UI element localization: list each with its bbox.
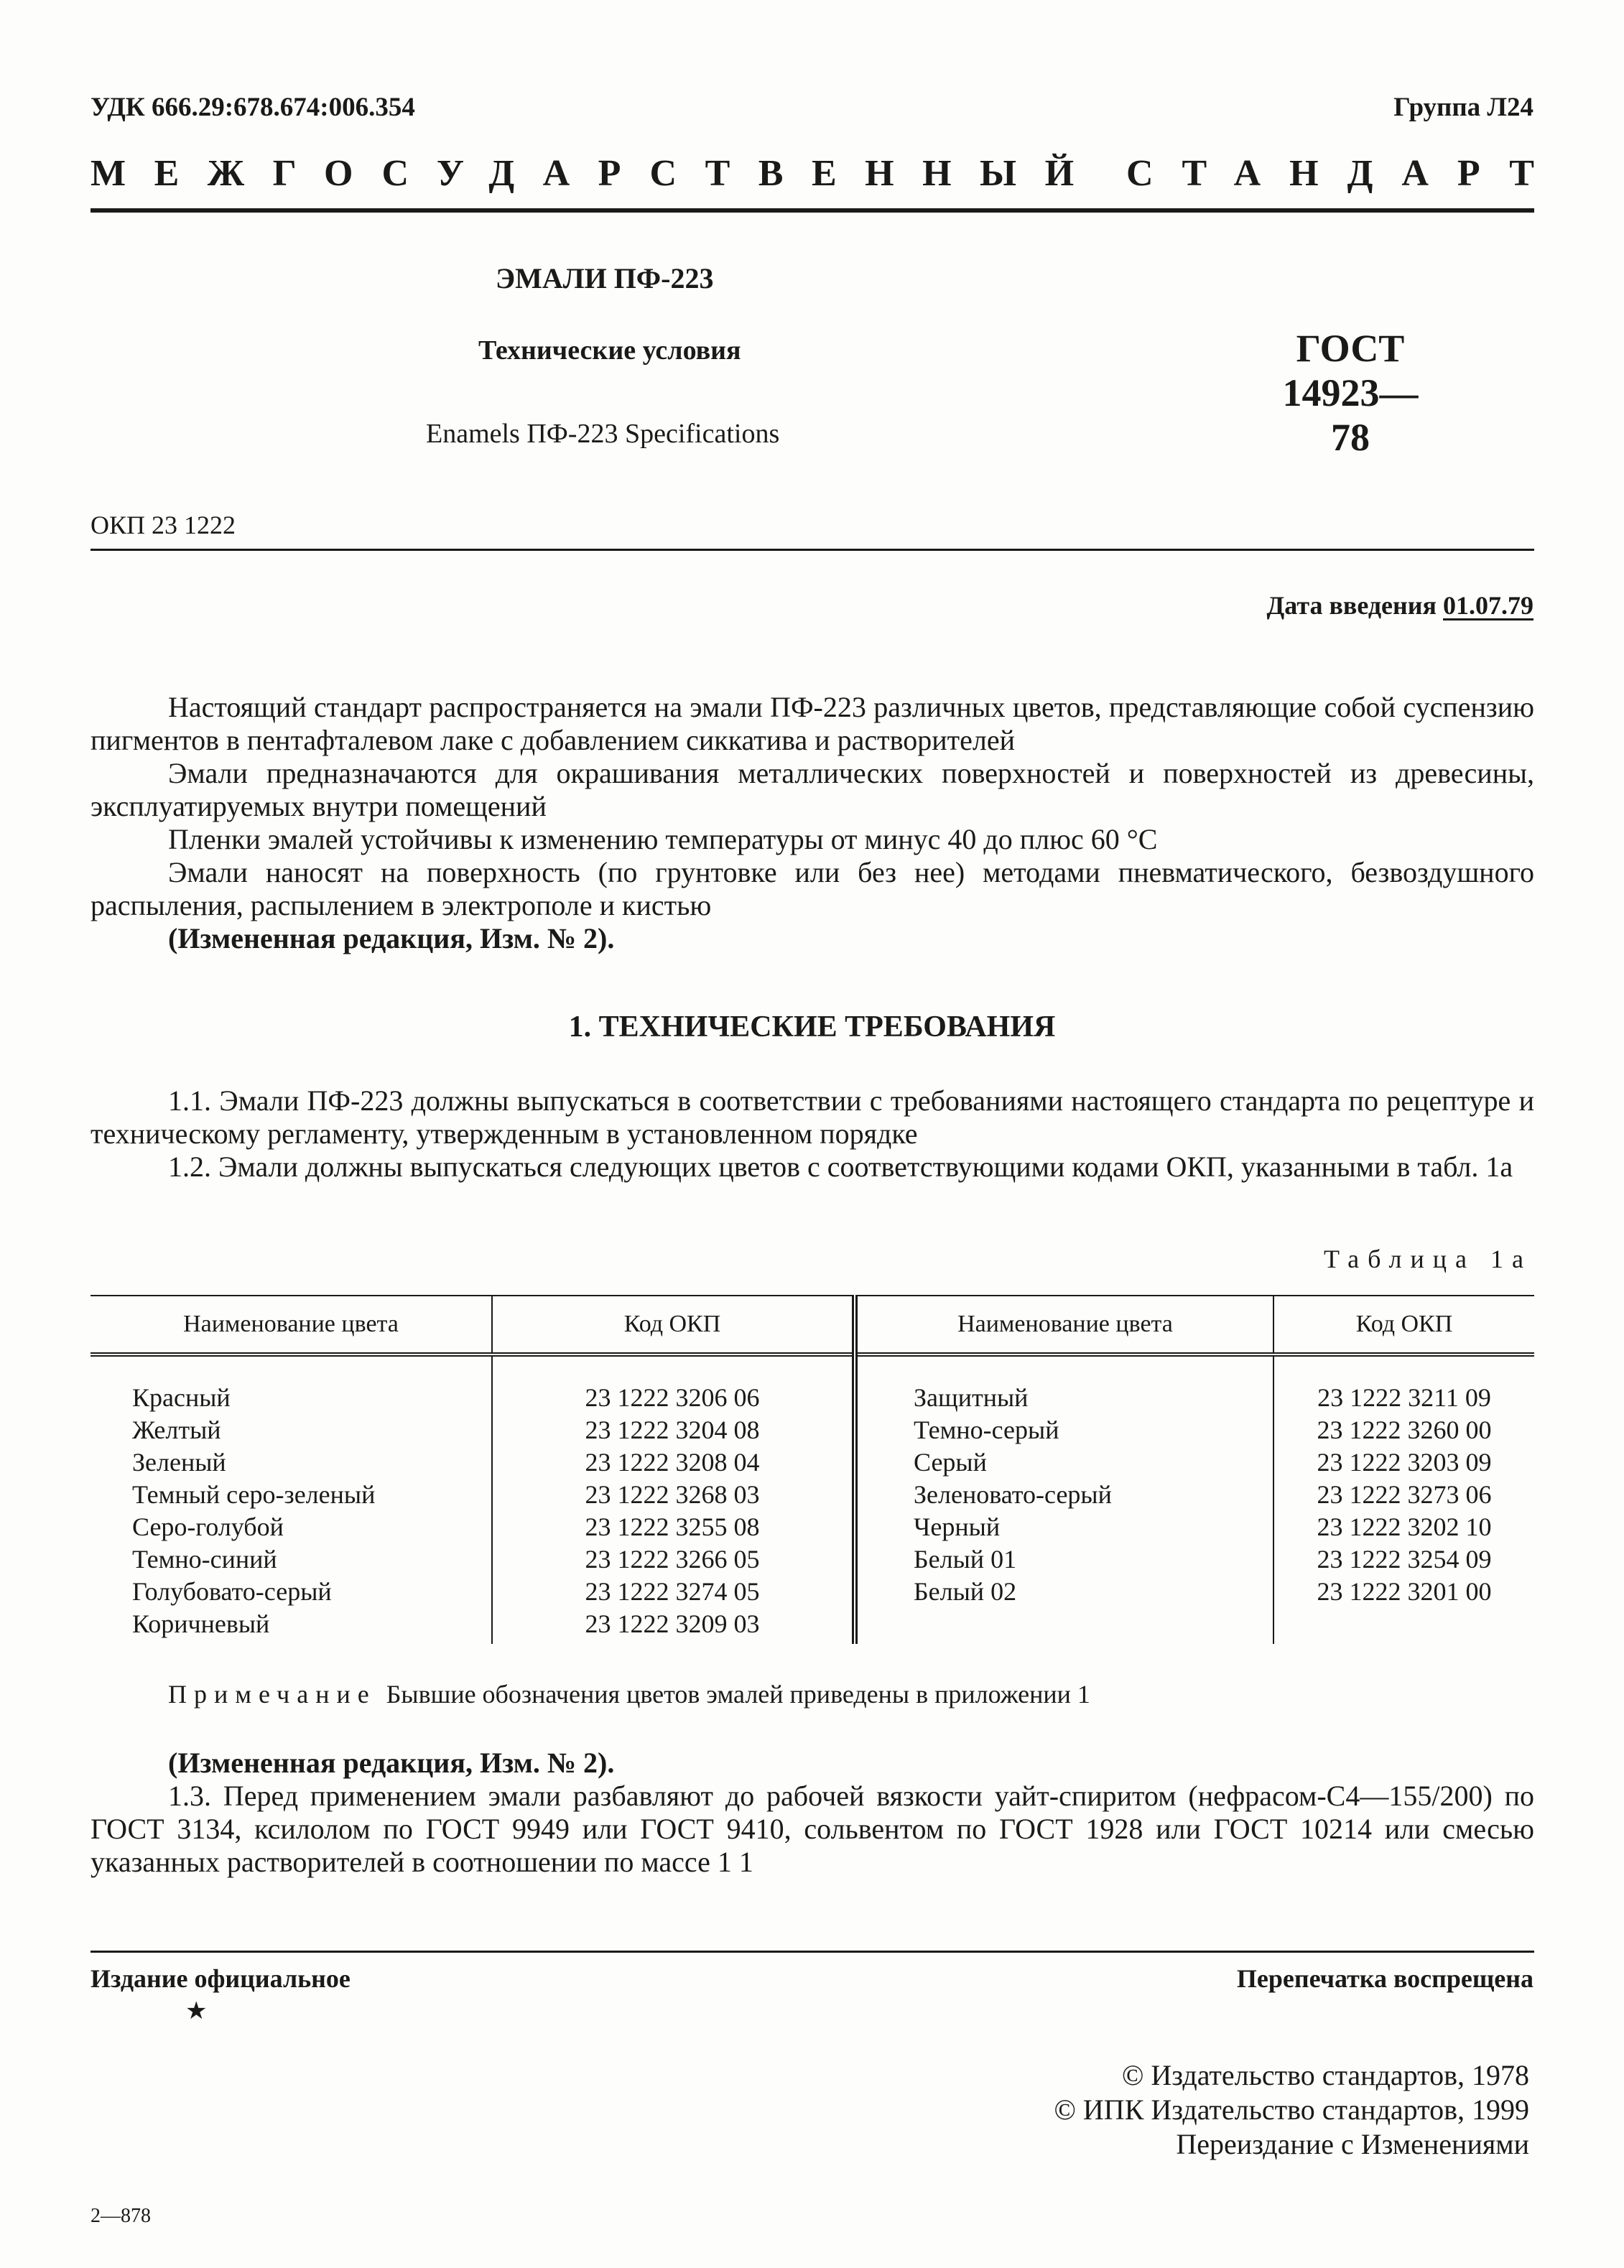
okp-code-cell: 23 1222 3266 05 [492, 1544, 855, 1576]
okp-code-cell: 23 1222 3211 09 [1317, 1383, 1491, 1412]
clause-1-3: 1.3. Перед применением эмали разбавляют до рабочей вязкости уайт-спиритом (нефрасом-С4—155/200) по ГОСТ 3134, ксилолом по ГОСТ 9949 или ГОСТ 9410, сольвентом по ГОСТ 1928 или ГОСТ 10214 или смесью указанных растворителей в соотношении по массе 1 1 [91, 1780, 1534, 1878]
color-name-cell: Серый [855, 1447, 1273, 1479]
post-table-section [91, 1747, 1534, 1879]
colors-table [91, 1295, 1534, 1644]
okp-code-cell: 23 1222 3202 10 [1317, 1512, 1492, 1541]
revision-note: (Измененная редакция, Изм. № 2). [168, 1747, 615, 1779]
gost-number: 14923—78 [1282, 371, 1419, 459]
table-row [91, 1576, 1534, 1609]
note-label: Примечание [168, 1680, 376, 1709]
color-name-cell: Темно-серый [855, 1415, 1273, 1447]
clause-1-2: 1.2. Эмали должны выпускаться следующих цветов с соответствующими кодами ОКП, указанными в табл. 1а [168, 1151, 1513, 1183]
table-note [168, 1679, 1090, 1709]
section-heading: 1. ТЕХНИЧЕСКИЕ ТРЕБОВАНИЯ [568, 1010, 1056, 1044]
color-name-cell [855, 1609, 1273, 1644]
document-subtitle: Технические условия [478, 335, 741, 366]
column-header: Наименование цвета [855, 1296, 1273, 1354]
effective-date [1267, 590, 1534, 621]
reissue-note: Переиздание с Изменениями [1176, 2128, 1529, 2160]
okp-code-cell: 23 1222 3260 00 [1317, 1416, 1492, 1444]
copyright-1999: © ИПК Издательство стандартов, 1999 [1054, 2093, 1529, 2126]
intro-paragraph: Эмали наносят на поверхность (по грунтовке или без нее) методами пневматического, безвоздушного распыления, распылением в электрополе и кистью [91, 856, 1534, 921]
revision-note: (Измененная редакция, Изм. № 2). [168, 922, 615, 954]
intro-paragraph: Пленки эмалей устойчивы к изменению температуры от минус 40 до плюс 60 °С [168, 823, 1158, 855]
color-name-cell: Зеленый [91, 1447, 492, 1479]
color-name-cell: Белый 02 [855, 1576, 1273, 1609]
color-name-cell: Защитный [855, 1354, 1273, 1415]
page-code: 2—878 [91, 2205, 151, 2227]
gost-designation [1264, 326, 1437, 460]
okp-code-cell: 23 1222 3273 06 [1317, 1480, 1492, 1509]
color-name-cell: Желтый [91, 1415, 492, 1447]
table-row [91, 1512, 1534, 1544]
color-name-cell: Черный [855, 1512, 1273, 1544]
okp-code-cell: 23 1222 3201 00 [1317, 1577, 1492, 1606]
color-name-cell: Темно-синий [91, 1544, 492, 1576]
color-name-cell: Темный серо-зеленый [91, 1479, 492, 1512]
banner-right-word: СТАНДАРТ [1126, 153, 1563, 194]
note-text: Бывшие обозначения цветов эмалей приведены в приложении 1 [386, 1680, 1090, 1709]
okp-code-cell [1273, 1609, 1534, 1644]
color-name-cell: Серо-голубой [91, 1512, 492, 1544]
reprint-prohibited: Перепечатка воспрещена [1236, 1964, 1533, 1993]
table-header-row [91, 1296, 1534, 1354]
okp-code-cell: 23 1222 3268 03 [492, 1479, 855, 1512]
date-value: 01.07.79 [1443, 591, 1533, 620]
gost-label: ГОСТ [1296, 327, 1405, 370]
okp-code-cell: 23 1222 3206 06 [492, 1354, 855, 1415]
table-row [91, 1544, 1534, 1576]
column-header: Наименование цвета [91, 1296, 492, 1354]
okp-code-cell: 23 1222 3204 08 [492, 1415, 855, 1447]
intro-paragraph: Настоящий стандарт распространяется на эмали ПФ-223 различных цветов, представляющие собой суспензию пигментов в пентафталевом лаке с добавлением сиккатива и растворителей [91, 691, 1534, 756]
okp-code-cell: 23 1222 3254 09 [1317, 1545, 1492, 1574]
color-name-cell: Зеленовато-серый [855, 1479, 1273, 1512]
okp-code-cell: 23 1222 3255 08 [492, 1512, 855, 1544]
color-name-cell: Голубовато-серый [91, 1576, 492, 1609]
table-row [91, 1354, 1534, 1415]
table-row [91, 1415, 1534, 1447]
header-rule [91, 208, 1534, 213]
copyright-1978: © Издательство стандартов, 1978 [1121, 2059, 1529, 2091]
table-caption: Таблица 1а [1324, 1245, 1532, 1273]
group-code: Группа Л24 [1393, 93, 1533, 122]
color-name-cell: Красный [91, 1354, 492, 1415]
footer-rule [91, 1951, 1534, 1953]
table-row [91, 1479, 1534, 1512]
udc-code: УДК 666.29:678.674:006.354 [91, 93, 415, 122]
column-header: Код ОКП [492, 1296, 855, 1354]
section-1-paragraphs [91, 1084, 1534, 1184]
intro-section [91, 691, 1534, 955]
column-header: Код ОКП [1273, 1296, 1534, 1354]
clause-1-1: 1.1. Эмали ПФ-223 должны выпускаться в соответствии с требованиями настоящего стандарта по рецептуре и техническому регламенту, утвержденным в установленном порядке [91, 1084, 1534, 1150]
okp-code: ОКП 23 1222 [91, 511, 236, 539]
banner-left-word: МЕЖГОСУДАРСТВЕННЫЙ [91, 153, 1103, 194]
english-title: Enamels ПФ-223 Specifications [426, 419, 780, 449]
okp-code-cell: 23 1222 3209 03 [492, 1609, 855, 1644]
official-edition: Издание официальное [91, 1964, 351, 1993]
okp-rule [91, 549, 1534, 551]
okp-code-cell: 23 1222 3274 05 [492, 1576, 855, 1609]
star-icon: ★ [185, 1998, 208, 2025]
okp-code-cell: 23 1222 3208 04 [492, 1447, 855, 1479]
intro-paragraph: Эмали предназначаются для окрашивания металлических поверхностей и поверхностей из древесины, эксплуатируемых внутри помещений [91, 757, 1534, 822]
color-name-cell: Белый 01 [855, 1544, 1273, 1576]
document-title: ЭМАЛИ ПФ-223 [496, 262, 714, 294]
date-label: Дата введения [1266, 591, 1437, 620]
table-row [91, 1609, 1534, 1644]
color-name-cell: Коричневый [91, 1609, 492, 1644]
table-row [91, 1447, 1534, 1479]
okp-code-cell: 23 1222 3203 09 [1317, 1448, 1492, 1477]
